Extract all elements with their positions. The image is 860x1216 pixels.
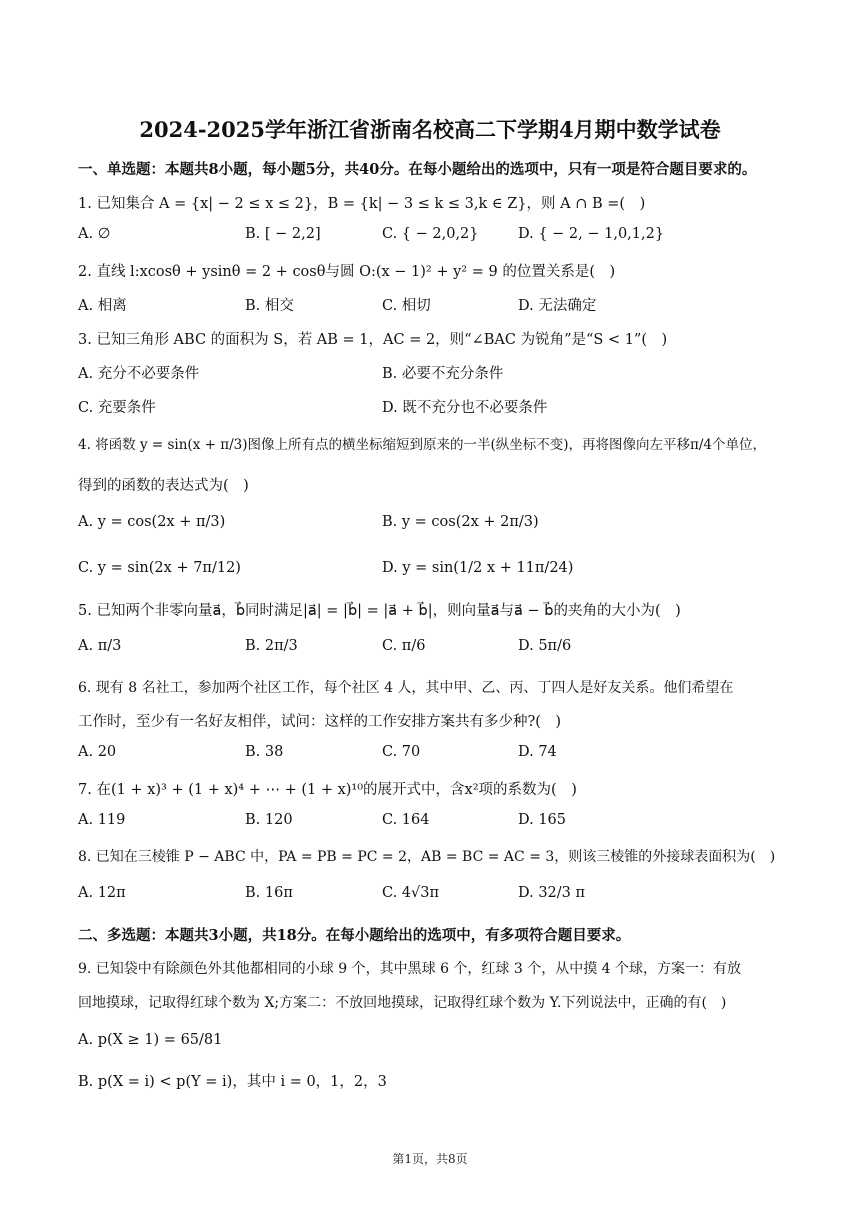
question-7-option-d: D. 165 [518,812,567,828]
question-4-option-b: B. y = cos(2x + 2π/3) [382,514,539,530]
question-6-option-d: D. 74 [518,744,557,760]
question-8-option-a: A. 12π [78,885,126,901]
question-1-option-c: C. { − 2,0,2} [382,226,479,242]
question-2-option-d: D. 无法确定 [518,298,597,314]
question-3-option-a: A. 充分不必要条件 [78,366,200,382]
section-heading-single-choice: 一、单选题：本题共8小题，每小题5分，共40分。在每小题给出的选项中，只有一项是符合题目要求的。 [78,161,757,178]
question-5-option-b: B. 2π/3 [245,638,298,654]
question-2-stem: 2. 直线 l:xcosθ + ysinθ = 2 + cosθ与圆 O:(x − 1)² + y² = 9 的位置关系是( ) [78,264,616,280]
question-7-stem: 7. 在(1 + x)³ + (1 + x)⁴ + ⋯ + (1 + x)¹⁰的展开式中，含x²项的系数为( ) [78,782,577,798]
question-6-stem-line-2: 工作时，至少有一名好友相伴，试问：这样的工作安排方案共有多少种?( ) [78,714,562,730]
section-heading-multiple-choice: 二、多选题：本题共3小题，共18分。在每小题给出的选项中，有多项符合题目要求。 [78,927,631,944]
question-4-option-a: A. y = cos(2x + π/3) [78,514,226,530]
question-4-stem-line-2: 得到的函数的表达式为( ) [78,478,249,494]
question-8-option-d: D. 32/3 π [518,885,586,901]
question-9-option-b: B. p(X = i) < p(Y = i)，其中 i = 0，1，2，3 [78,1074,387,1090]
page-footer: 第1页，共8页 [392,1152,468,1166]
question-8-option-b: B. 16π [245,885,293,901]
question-2-option-c: C. 相切 [382,298,431,314]
question-8-stem: 8. 已知在三棱锥 P − ABC 中，PA = PB = PC = 2，AB = BC = AC = 3，则该三棱锥的外接球表面积为( ) [78,849,776,865]
question-4-stem-line-1: 4. 将函数 y = sin(x + π/3)图像上所有点的横坐标缩短到原来的一半(纵坐标不变)，再将图像向左平移π/4个单位， [78,437,767,453]
question-5-stem: 5. 已知两个非零向量a⃗，b⃗同时满足|a⃗| = |b⃗| = |a⃗ + b⃗|，则向量a⃗与a⃗ − b⃗的夹角的大小为( ) [78,603,681,619]
question-3-option-d: D. 既不充分也不必要条件 [382,400,548,416]
question-9-option-a: A. p(X ≥ 1) = 65/81 [78,1032,223,1048]
question-1-option-b: B. [ − 2,2] [245,226,321,242]
question-4-option-d: D. y = sin(1/2 x + 11π/24) [382,560,574,576]
page-title: 2024-2025学年浙江省浙南名校高二下学期4月期中数学试卷 [139,117,721,142]
question-3-option-b: B. 必要不充分条件 [382,366,504,382]
question-7-option-a: A. 119 [78,812,126,828]
question-3-option-c: C. 充要条件 [78,400,156,416]
question-2-option-b: B. 相交 [245,298,294,314]
question-6-option-b: B. 38 [245,744,284,760]
question-9-stem-line-1: 9. 已知袋中有除颜色外其他都相同的小球 9 个，其中黑球 6 个，红球 3 个，从中摸 4 个球，方案一：有放 [78,961,742,977]
question-2-option-a: A. 相离 [78,298,127,314]
question-9-stem-line-2: 回地摸球，记取得红球个数为 X;方案二：不放回地摸球，记取得红球个数为 Y.下列说法中，正确的有( ) [78,995,727,1011]
question-4-option-c: C. y = sin(2x + 7π/12) [78,560,241,576]
question-5-option-c: C. π/6 [382,638,426,654]
question-5-option-d: D. 5π/6 [518,638,572,654]
question-1-option-a: A. ∅ [78,226,111,242]
question-1-stem: 1. 已知集合 A = {x| − 2 ≤ x ≤ 2}，B = {k| − 3 ≤ k ≤ 3,k ∈ Z}，则 A ∩ B =( ) [78,196,646,212]
question-7-option-c: C. 164 [382,812,430,828]
question-3-stem: 3. 已知三角形 ABC 的面积为 S，若 AB = 1，AC = 2，则“∠BAC 为锐角”是“S < 1”( ) [78,332,668,348]
question-6-option-a: A. 20 [78,744,117,760]
question-8-option-c: C. 4√3π [382,885,440,901]
question-5-option-a: A. π/3 [78,638,122,654]
question-1-option-d: D. { − 2, − 1,0,1,2} [518,226,665,242]
question-6-option-c: C. 70 [382,744,421,760]
question-6-stem-line-1: 6. 现有 8 名社工，参加两个社区工作，每个社区 4 人，其中甲、乙、丙、丁四人是好友关系。他们希望在 [78,680,734,696]
question-7-option-b: B. 120 [245,812,293,828]
